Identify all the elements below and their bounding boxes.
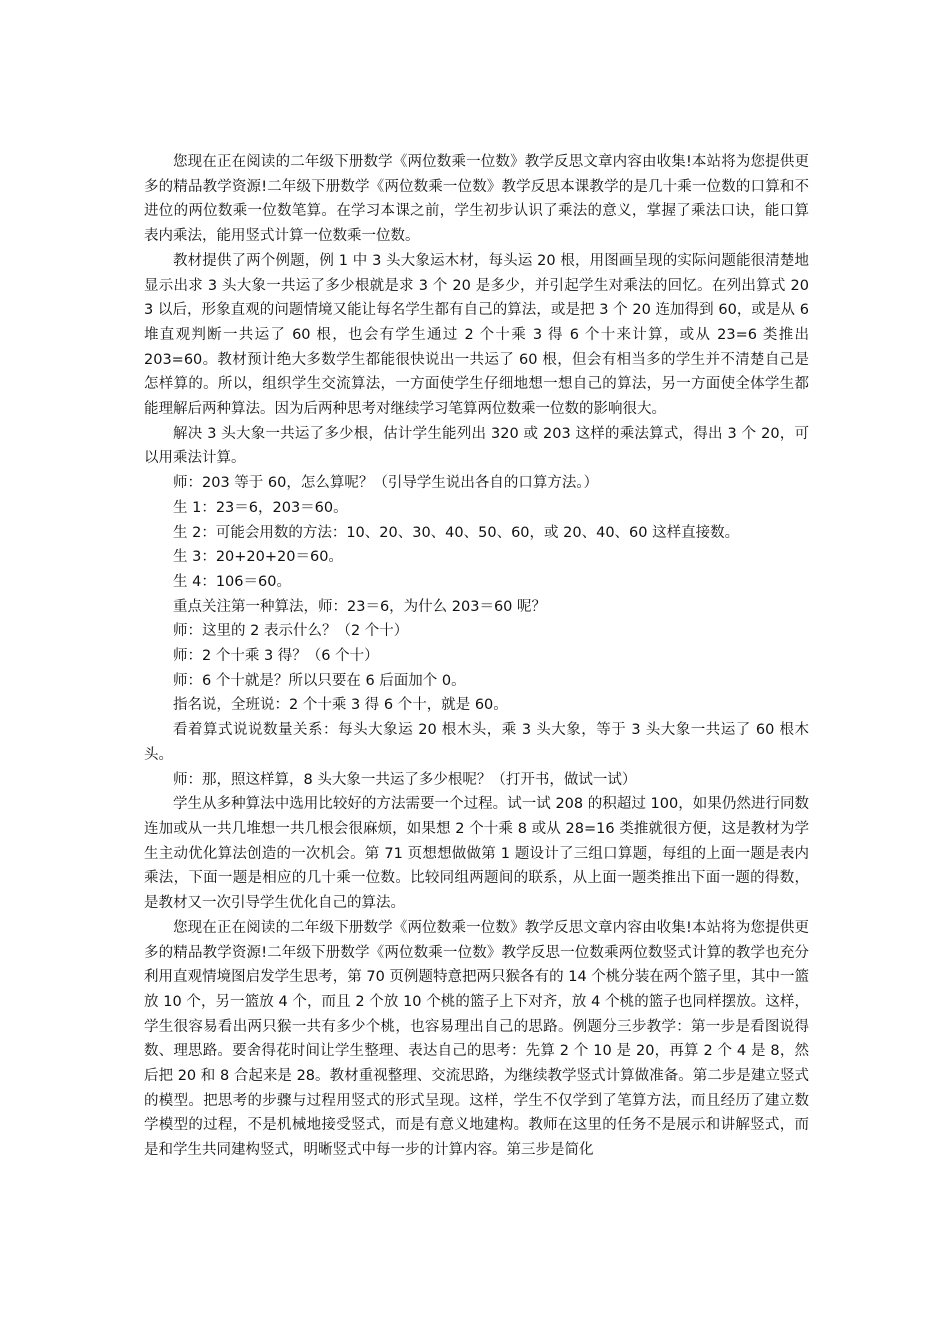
- paragraph: 指名说，全班说：2 个十乘 3 得 6 个十，就是 60。: [173, 697, 508, 714]
- document-body: [144, 150, 809, 1163]
- paragraph: 生 1：23＝6，203＝60。: [173, 499, 348, 516]
- paragraph: 师：这里的 2 表示什么？（2 个十）: [173, 623, 409, 640]
- paragraph: 重点关注第一种算法，师：23＝6，为什么 203＝60 呢？: [173, 598, 547, 615]
- paragraph: 教材提供了两个例题，例 1 中 3 头大象运木材，每头运 20 根，用图画呈现的实际问题能很清楚地显示出求 3 头大象一共运了多少根就是求 3 个 20 是多少，并引起学生对乘法的回忆。在列出算式 20 3 以后，形象直观的问题情境又能让每名学生都有自己的算法，或是把 3 个 20 连加得到 60，或是从 6 堆直观判断一共运了 60 根，也会有学生通过 2 个十乘 3 得 6 个十来计算，或从 23=6 类推出 203=60。教材预计绝大多数学生都能很快说出一共运了 60 根，但会有相当多的学生并不清楚自己是怎样算的。所以，组织学生交流算法，一方面使学生仔细地想一想自己的算法，另一方面使全体学生都能理解后两种算法。因为后两种思考对继续学习笔算两位数乘一位数的影响很大。: [144, 252, 809, 418]
- paragraph: 师：203 等于 60，怎么算呢？（引导学生说出各自的口算方法。）: [173, 475, 599, 492]
- paragraph: 生 4：106＝60。: [173, 573, 291, 590]
- paragraph: 师：那，照这样算，8 头大象一共运了多少根呢？（打开书，做试一试）: [173, 771, 637, 788]
- paragraph: 师：6 个十就是？所以只要在 6 后面加个 0。: [173, 672, 466, 689]
- paragraph: 生 2：可能会用数的方法：10、20、30、40、50、60，或 20、40、60 这样直接数。: [173, 524, 740, 541]
- paragraph: 您现在正在阅读的二年级下册数学《两位数乘一位数》教学反思文章内容由收集!本站将为您提供更多的精品教学资源!二年级下册数学《两位数乘一位数》教学反思一位数乘两位数竖式计算的教学也充分利用直观情境图启发学生思考，第 70 页例题特意把两只猴各有的 14 个桃分装在两个篮子里，其中一篮放 10 个，另一篮放 4 个，而且 2 个放 10 个桃的篮子上下对齐，放 4 个桃的篮子也同样摆放。这样，学生很容易看出两只猴一共有多少个桃，也容易理出自己的思路。例题分三步教学：第一步是看图说得数、理思路。要舍得花时间让学生整理、表达自己的思考：先算 2 个 10 是 20，再算 2 个 4 是 8，然后把 20 和 8 合起来是 28。教材重视整理、交流思路，为继续教学竖式计算做准备。第二步是建立竖式的模型。把思考的步骤与过程用竖式的形式呈现。这样，学生不仅学到了笔算方法，而且经历了建立数学模型的过程，不是机械地接受竖式，而是有意义地建构。教师在这里的任务不是展示和讲解竖式，而是和学生共同建构竖式，明晰竖式中每一步的计算内容。第三步是简化: [144, 919, 809, 1159]
- paragraph: 看着算式说说数量关系：每头大象运 20 根木头，乘 3 头大象，等于 3 头大象一共运了 60 根木头。: [144, 722, 809, 763]
- paragraph: 学生从多种算法中选用比较好的方法需要一个过程。试一试 208 的积超过 100，如果仍然进行同数连加或从一共几堆想一共几根会很麻烦，如果想 2 个十乘 8 或从 28=16 类推就很方便，这是教材为学生主动优化算法创造的一次机会。第 71 页想想做做第 1 题设计了三组口算题，每组的上面一题是表内乘法，下面一题是相应的几十乘一位数。比较同组两题间的联系，从上面一题类推出下面一题的得数，是教材又一次引导学生优化自己的算法。: [144, 796, 809, 912]
- paragraph: 您现在正在阅读的二年级下册数学《两位数乘一位数》教学反思文章内容由收集!本站将为您提供更多的精品教学资源!二年级下册数学《两位数乘一位数》教学反思本课教学的是几十乘一位数的口算和不进位的两位数乘一位数笔算。在学习本课之前，学生初步认识了乘法的意义，掌握了乘法口诀，能口算表内乘法，能用竖式计算一位数乘一位数。: [144, 154, 809, 245]
- paragraph: 师：2 个十乘 3 得？（6 个十）: [173, 648, 379, 665]
- paragraph: 解决 3 头大象一共运了多少根，估计学生能列出 320 或 203 这样的乘法算式，得出 3 个 20，可以用乘法计算。: [144, 425, 809, 467]
- paragraph: 生 3：20+20+20＝60。: [173, 549, 343, 566]
